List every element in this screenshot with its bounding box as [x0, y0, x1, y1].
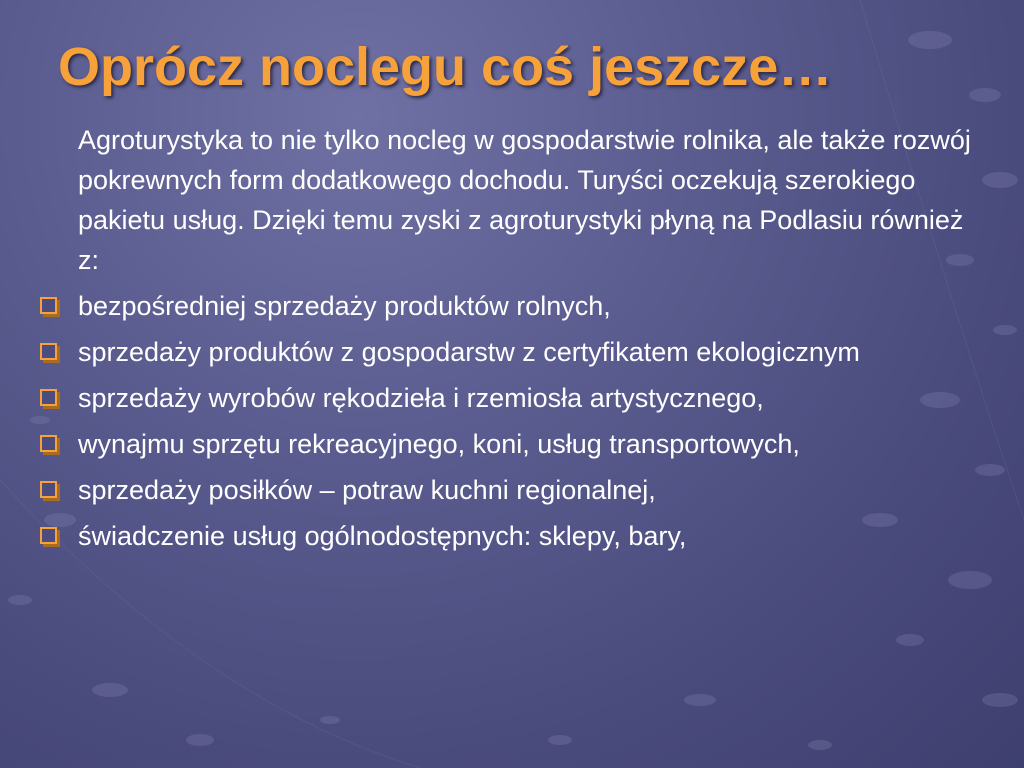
- list-item-text: sprzedaży produktów z gospodarstw z certyfikatem ekologicznym: [78, 337, 860, 367]
- list-item: [0, 516, 978, 556]
- slide-body: [0, 120, 1024, 556]
- square-bullet-icon: [40, 527, 57, 544]
- list-item: [0, 286, 978, 326]
- list-item-text: bezpośredniej sprzedaży produktów rolnych,: [78, 291, 611, 321]
- list-item: [0, 378, 978, 418]
- list-item-text: sprzedaży wyrobów rękodzieła i rzemiosła artystycznego,: [78, 383, 764, 413]
- square-bullet-icon: [40, 435, 57, 452]
- list-item: [0, 470, 978, 510]
- square-bullet-icon: [40, 297, 57, 314]
- bullet-list: [0, 286, 1024, 556]
- list-item-text: świadczenie usług ogólnodostępnych: sklepy, bary,: [78, 521, 687, 551]
- slide-title: Oprócz noclegu coś jeszcze…: [58, 37, 833, 97]
- square-bullet-icon: [40, 481, 57, 498]
- square-bullet-icon: [40, 389, 57, 406]
- list-item-text: sprzedaży posiłków – potraw kuchni regionalnej,: [78, 475, 656, 505]
- list-item: [0, 332, 978, 372]
- square-bullet-icon: [40, 343, 57, 360]
- intro-paragraph: Agroturystyka to nie tylko nocleg w gospodarstwie rolnika, ale także rozwój pokrewnych form dodatkowego dochodu. Turyści oczekują szerokiego pakietu usług. Dzięki temu zyski z agroturystyki płyną na Podlasiu również z:: [78, 125, 971, 275]
- list-item-text: wynajmu sprzętu rekreacyjnego, koni, usług transportowych,: [78, 429, 800, 459]
- list-item: [0, 424, 978, 464]
